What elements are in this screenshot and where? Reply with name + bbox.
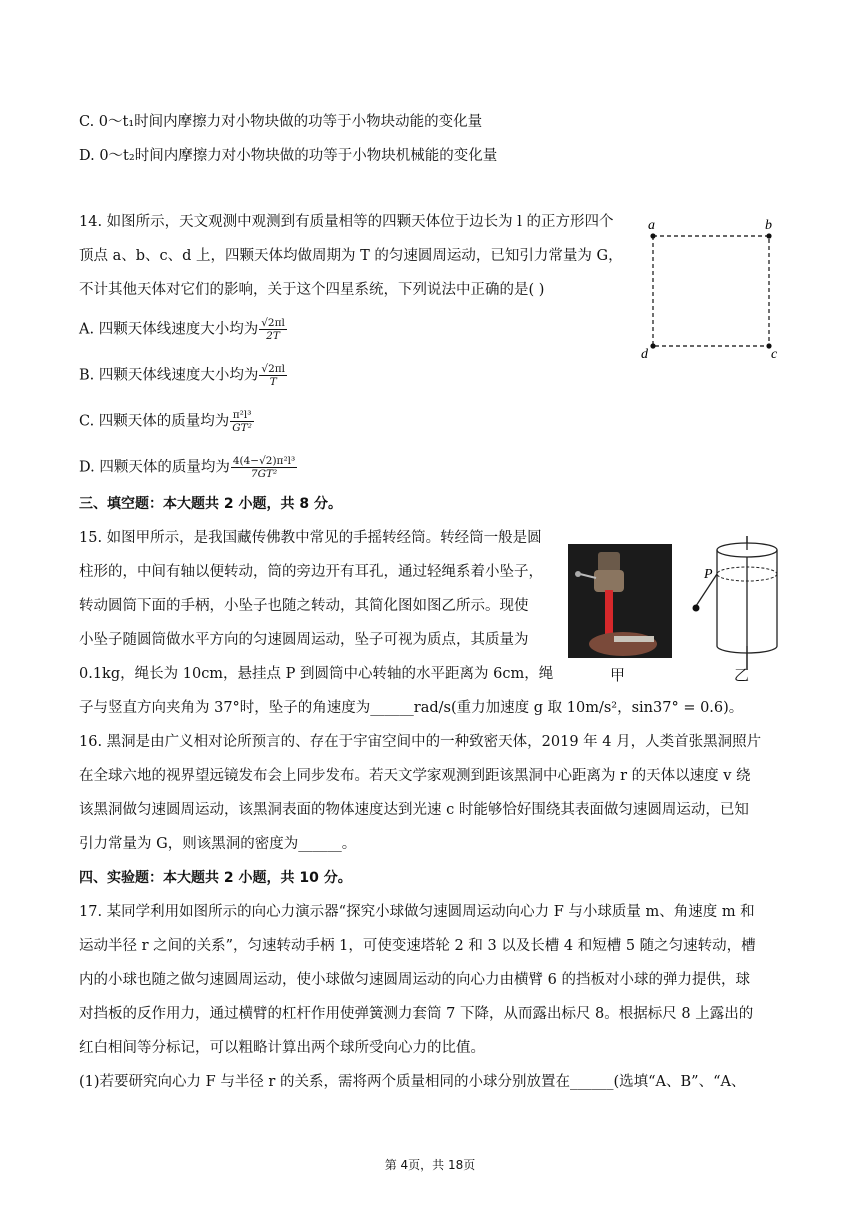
q15-stem-line-6: 子与竖直方向夹角为 37°时，坠子的角速度为______rad/s(重力加速度 g 取 10m/s²，sin37° = 0.6)。: [79, 700, 744, 716]
section-4-heading: 四、实验题：本大题共 2 小题，共 10 分。: [79, 870, 352, 886]
label-a: a: [648, 218, 655, 233]
q15-stem-line-4: 小坠子随圆筒做水平方向的匀速圆周运动，坠子可视为质点，其质量为: [79, 632, 529, 648]
pendant-ball: [693, 605, 700, 612]
q16-stem-line-3: 该黑洞做匀速圆周运动，该黑洞表面的物体速度达到光速 c 时能够恰好围绕其表面做匀速圆周运动，已知: [79, 802, 749, 818]
drum-top: [598, 552, 620, 572]
label-b: b: [765, 218, 772, 233]
q17-stem-line-3: 内的小球也随之做匀速圆周运动，使小球做匀速圆周运动的向心力由横臂 6 的挡板对小球的弹力提供，球: [79, 972, 750, 988]
fraction-denominator: 7GT²: [250, 468, 278, 480]
q14-option-a: [79, 317, 287, 342]
q14-option-c-fraction: [230, 409, 254, 434]
drum-body: [594, 570, 624, 592]
point-b: [766, 233, 771, 238]
q13-option-c: C. 0～t₁时间内摩擦力对小物块做的功等于小物块动能的变化量: [79, 114, 483, 130]
figure-jia-label: 甲: [610, 666, 626, 684]
q14-option-b-text: B. 四颗天体线速度大小均为: [79, 367, 259, 384]
q16-stem-line-4: 引力常量为 G，则该黑洞的密度为______。: [79, 836, 357, 852]
q16-stem-line-2: 在全球六地的视界望远镜发布会上同步发布。若天文学家观测到距该黑洞中心距离为 r 的天体以速度 v 绕: [79, 768, 751, 784]
q14-option-b-fraction: [259, 363, 287, 388]
q14-stem-line-3: 不计其他天体对它们的影响，关于这个四星系统，下列说法中正确的是( ): [79, 282, 545, 298]
label-c: c: [771, 347, 778, 362]
q17-subquestion-1: (1)若要研究向心力 F 与半径 r 的关系，需将两个质量相同的小球分别放置在______(选填“A、B”、“A、: [79, 1074, 746, 1090]
figure-yi-label: 乙: [734, 666, 750, 684]
q17-stem-line-4: 对挡板的反作用力，通过横臂的杠杆作用使弹簧测力套筒 7 下降，从而露出标尺 8。根据标尺 8 上露出的: [79, 1006, 754, 1022]
label-d: d: [641, 347, 648, 362]
page-footer: 第 4页，共 18页: [384, 1158, 476, 1172]
q15-stem-line-1: 15. 如图甲所示，是我国藏传佛教中常见的手摇转经筒。转经筒一般是圆: [79, 530, 542, 546]
q14-option-c: [79, 409, 254, 434]
q14-option-a-text: A. 四颗天体线速度大小均为: [79, 321, 259, 338]
fraction-denominator: GT²: [232, 422, 252, 434]
point-a: [650, 233, 655, 238]
q14-option-a-fraction: [259, 317, 287, 342]
hand: [589, 632, 657, 656]
q13-option-d: D. 0～t₂时间内摩擦力对小物块做的功等于小物块机械能的变化量: [79, 148, 498, 164]
q14-option-d: [79, 455, 297, 480]
red-handle: [605, 590, 613, 638]
label-p: P: [704, 567, 713, 582]
q14-stem-line-1: 14. 如图所示，天文观测中观测到有质量相等的四颗天体位于边长为 l 的正方形四个: [79, 214, 614, 230]
q15-stem-line-2: 柱形的，中间有轴以便转动，筒的旁边开有耳孔，通过轻绳系着小坠子，: [79, 564, 543, 580]
q14-stem-line-2: 顶点 a、b、c、d 上，四颗天体均做周期为 T 的匀速圆周运动，已知引力常量为 G，: [79, 248, 623, 264]
q16-stem-line-1: 16. 黑洞是由广义相对论所预言的、存在于宇宙空间中的一种致密天体，2019 年 4 月，人类首张黑洞照片: [79, 734, 762, 750]
q15-stem-line-3: 转动圆筒下面的手柄，小坠子也随之转动，其简化图如图乙所示。现使: [79, 598, 529, 614]
q14-option-c-text: C. 四颗天体的质量均为: [79, 413, 230, 430]
prayer-wheel-illustration: [568, 544, 672, 658]
q14-square-figure: [640, 212, 790, 362]
point-d: [650, 343, 655, 348]
q14-option-d-fraction: [231, 455, 297, 480]
fraction-numerator: π²l³: [230, 409, 254, 422]
q17-stem-line-2: 运动半径 r 之间的关系”，匀速转动手柄 1，可使变速塔轮 2 和 3 以及长槽 4 和短槽 5 随之匀速转动，槽: [79, 938, 756, 954]
dashed-square: [653, 236, 769, 346]
section-3-heading: 三、填空题：本大题共 2 小题，共 8 分。: [79, 496, 342, 512]
q17-stem-line-1: 17. 某同学利用如图所示的向心力演示器“探究小球做匀速圆周运动向心力 F 与小球质量 m、角速度 m 和: [79, 904, 755, 920]
fraction-denominator: T: [269, 376, 277, 388]
fraction-denominator: 2T: [266, 330, 280, 342]
fraction-numerator: 4(4−√2)π²l³: [232, 455, 296, 467]
q14-option-d-text: D. 四颗天体的质量均为: [79, 459, 230, 476]
q14-option-b: [79, 363, 287, 388]
q17-stem-line-5: 红白相间等分标记，可以粗略计算出两个球所受向心力的比值。: [79, 1040, 485, 1056]
fraction-numerator: √2πl: [261, 363, 286, 375]
prayer-wheel-photo: [568, 544, 672, 658]
q15-stem-line-5: 0.1kg，绳长为 10cm，悬挂点 P 到圆筒中心转轴的水平距离为 6cm，绳: [79, 666, 554, 682]
fraction-numerator: √2πl: [261, 317, 285, 329]
